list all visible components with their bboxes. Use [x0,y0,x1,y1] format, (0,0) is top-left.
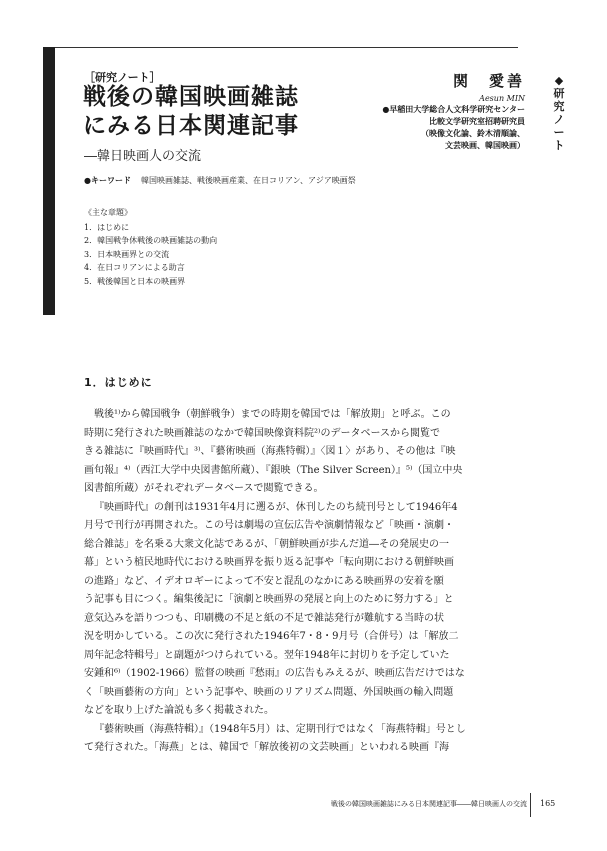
affiliation-line: 文芸映画、韓国映画） [445,141,525,150]
body-line: 月号で刊行が再開された。この号は劇場の宣伝広告や演劇情報など「映画・演劇・ [84,520,454,531]
affiliation-line: ●早稲田大学総合人文科学研究センター [382,105,525,114]
title-line: にみる日本関連記事 [83,113,299,139]
body-text [84,406,524,758]
body-line: 総合雑誌」を名乗る大衆文化誌であるが、「朝鮮映画が歩んだ道―その発展史の一 [84,538,449,550]
page-number: 165 [540,799,556,808]
bullet-icon: ● [382,105,390,114]
author-roman-name: Aesun MIN [479,94,525,103]
body-line: く「映画藝術の方向」という記事や、映画のリアリズム問題、外国映画の輸入問題 [84,686,454,698]
chapter-item: 1．はじめに [84,222,130,232]
body-line: 周年記念特輯号」と副題がつけられている。翌年1948年に封切りを予定していた [84,649,450,661]
author-affiliation [382,104,525,152]
body-line: 画旬報』⁴⁾（西江大学中央図書館所蔵）、『銀映（The Silver Screen）』⁵⁾（国立中央 [84,464,463,476]
affiliation-line: （映像文化論、鈴木清順論、 [421,129,525,138]
affiliation-line: 比較文学研究室招聘研究員 [429,117,525,126]
body-line: 『映画時代』の創刊は1931年4月に遡るが、休刊したのち続刊号として1946年4 [94,501,458,513]
body-line: 戦後¹⁾から韓国戦争（朝鮮戦争）までの時期を韓国では「解放期」と呼ぶ。この [94,409,451,420]
diamond-icon: ◆ [554,74,564,87]
body-line: の進路」など、イデオロギーによって不安と混乱のなかにある映画界の安着を願 [84,575,444,587]
body-line: きる雑誌に『映画時代』³⁾、『藝術映画（海燕特輯）』〈図１〉があり、その他は『映 [84,446,456,457]
running-title: 戦後の韓国映画雑誌にみる日本関連記事――韓日映画人の交流 [331,800,527,808]
chapter-item: 3．日本映画界との交流 [84,249,170,259]
keywords-text: 韓国映画雑誌、戦後映画産業、在日コリアン、アジア映画祭 [140,176,356,185]
chapter-item: 2．韓国戦争休戦後の映画雑誌の動向 [84,236,218,245]
section-tab-label: 研 究 ノ ー ト [553,87,565,152]
top-rule [55,47,518,48]
article-category: ［研究ノート］ [84,71,161,84]
chapter-list-heading: 《主な章題》 [84,208,132,217]
author-name: 関 愛善 [452,72,525,90]
body-line: 況を明かしている。この次に発行された1946年7・8・9月号（合併号）は「解放二 [84,631,459,642]
body-line: 『藝術映画（海燕特輯）』（1948年5月）は、定期刊行ではなく「海燕特輯」号とし [94,723,466,735]
article-subtitle: ―韓日映画人の交流 [84,149,202,164]
body-line: などを取り上げた論説も多く掲載された。 [84,705,274,716]
section-heading: 1．はじめに [84,376,153,389]
body-line: う記事も目につく。編集後記に「演劇と映画界の発展と向上のために努力する」と [84,594,454,605]
body-line: 意気込みを語りつつも、印刷機の不足と紙の不足で雑誌発行が難航する当時の状 [84,612,444,624]
keywords-label: キーワード [90,176,131,185]
chapter-item: 4．在日コリアンによる助言 [84,263,185,272]
body-line: 時期に発行された映画雑誌のなかで韓国映像資料院²⁾のデータベースから閲覧で [84,427,440,439]
body-line: て発行された。「海燕」とは、韓国で「解放後初の文芸映画」といわれる映画『海 [84,742,449,753]
article-title [83,83,353,141]
chapter-list [84,206,217,288]
side-bar [43,47,55,315]
keywords [84,175,356,186]
body-line: 安鍾和⁶⁾（1902-1966）監督の映画『愁雨』の広告もみえるが、映画広告だけではな [84,668,465,679]
body-line: 幕」という植民地時代における映画界を振り返る記事や「転向期における朝鮮映画 [84,557,454,568]
chapter-item: 5．戦後韓国と日本の映画界 [84,276,186,286]
title-line: 戦後の韓国映画雑誌 [83,84,299,110]
author-block [382,70,525,152]
body-line: 図書館所蔵）がそれぞれデータベースで閲覧できる。 [84,483,324,494]
section-tab [529,74,589,152]
footer-rule [530,793,531,817]
bullet-icon: ● [84,176,91,185]
